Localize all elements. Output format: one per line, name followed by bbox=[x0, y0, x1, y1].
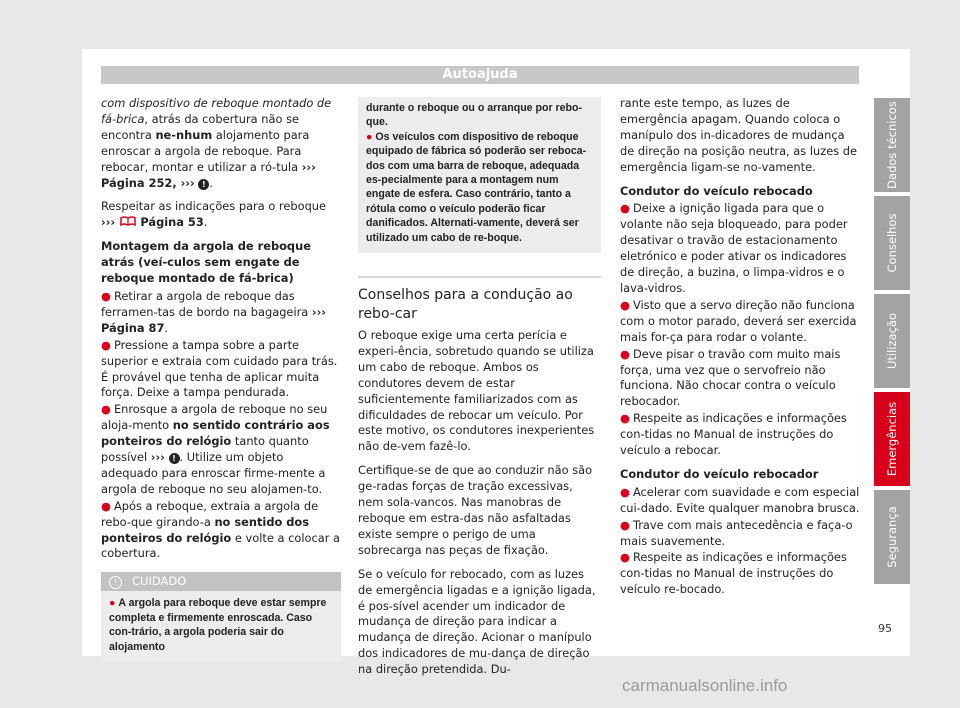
bullet-icon: ● bbox=[620, 201, 630, 216]
subheading-towed-driver: Condutor do veículo rebocado bbox=[620, 183, 813, 198]
warning-icon: ! bbox=[198, 179, 209, 190]
tab-label: Conselhos bbox=[885, 213, 899, 273]
respect-end: . bbox=[203, 215, 208, 230]
bullet-icon: ● bbox=[101, 498, 111, 513]
bullet-icon: ● bbox=[366, 130, 373, 143]
paragraph-intro bbox=[101, 96, 341, 191]
intro-end: . bbox=[209, 175, 213, 190]
bullet-item bbox=[101, 499, 341, 563]
warning-icon: ! bbox=[169, 453, 180, 464]
chapter-tabs bbox=[874, 98, 910, 588]
caution-label: CUIDADO bbox=[132, 574, 187, 589]
page-ref-53[interactable]: Página 53 bbox=[140, 215, 204, 230]
page-ref-link[interactable]: ››› Página 252, ››› bbox=[101, 159, 316, 190]
intro-italic: com dispositivo de reboque montado de fá-brica bbox=[101, 96, 332, 126]
tab-label: Segurança bbox=[885, 506, 899, 568]
caution-box bbox=[101, 572, 341, 661]
page-header: Autoajuda bbox=[101, 66, 859, 84]
bullet-icon: ● bbox=[620, 550, 630, 565]
column-3 bbox=[620, 96, 860, 599]
list-item-text: Deixe a ignição ligada para que o volante não seja bloqueado, para poder desativar o travão de estacionamento eletrónico e poder ativar os indicadores de direção, a buzina, o limpa-vidros e o lava-vidros. bbox=[620, 201, 848, 295]
caution-body bbox=[101, 591, 341, 661]
caution-header bbox=[101, 572, 341, 591]
list-item-text: Trave com mais antecedência e faça-o mais suavemente. bbox=[620, 517, 853, 548]
bullet-icon: ● bbox=[101, 288, 111, 303]
tab-label: Emergências bbox=[885, 401, 899, 477]
paragraph: Certifique-se de que ao conduzir não são ge-radas forças de tração excessivas, nem sola-vancos. Nas manobras de reboque em estra-das não asfaltadas existe sempre o perigo de uma sobrecarga nas peças de fixação. bbox=[358, 463, 593, 557]
bullet-item bbox=[101, 338, 341, 402]
tab-dados-tecnicos[interactable] bbox=[874, 98, 910, 192]
paragraph: Se o veículo for rebocado, com as luzes de emergência ligadas e a ignição ligada, é pos-sível acender um indicador de mudança de direção para indicar a mudança de direção. Acionar o manípulo dos indicadores de mu-dança de direção na direção pretendida. Du- bbox=[358, 566, 596, 677]
b3-text-c: . Utilize um objeto adequado para enroscar firme-mente a argola de reboque no seu alojamen-to. bbox=[101, 450, 326, 496]
tab-label: Utilização bbox=[885, 312, 899, 370]
list-item bbox=[620, 298, 860, 346]
towed-driver-list bbox=[620, 201, 860, 459]
b3-text-b: tanto quanto possível bbox=[101, 434, 309, 465]
book-icon bbox=[119, 215, 137, 227]
list-item-text: Deve pisar o travão com muito mais força, uma vez que o servofreio não funciona. Não chocar contra o veículo rebocador. bbox=[620, 346, 841, 409]
warning-icon: ! bbox=[109, 576, 122, 589]
tab-utilizacao[interactable] bbox=[874, 294, 910, 388]
paragraph: O reboque exige uma certa perícia e experi-ência, sobretudo quando se utiliza um cabo de reboque. Ambos os condutores devem de estar suficientemente familiarizados com as dificuldades de rebocar um veículo. Por este motivo, os condutores inexperientes não de-vem fazê-lo. bbox=[358, 328, 595, 454]
subheading-towing-driver: Condutor do veículo rebocador bbox=[620, 466, 819, 481]
page-ref-87[interactable]: ››› Página 87 bbox=[101, 304, 326, 335]
caution-continued-bullet bbox=[366, 130, 593, 245]
caution-bullet-text: Os veículos com dispositivo de reboque equipado de fábrica só poderão ser reboca-dos com uma barra de reboque, adequada es-pecialmente para a montagem num engate de esfera. Caso contrário, tanto a rótula como o veículo poderão ficar danificados. Alternati-vamente, deverá ser utilizado um cabo de re-boque. bbox=[366, 130, 587, 244]
list-item bbox=[620, 347, 860, 411]
bullet-item bbox=[101, 402, 341, 497]
b3-bold: no sentido contrário aos ponteiros do relógio bbox=[101, 418, 330, 449]
tab-label: Dados técnicos bbox=[885, 101, 899, 189]
tab-conselhos[interactable] bbox=[874, 196, 910, 290]
column-2 bbox=[358, 328, 601, 686]
b4-text-b: e volte a colocar a cobertura. bbox=[101, 530, 340, 561]
watermark: carmanualsonline.info bbox=[622, 676, 788, 695]
b1-text: Retirar a argola de reboque das ferramen-tas de bordo na bagageira bbox=[101, 288, 312, 319]
list-item-text: Acelerar com suavidade e com especial cui-dado. Evite qualquer manobra brusca. bbox=[620, 484, 860, 515]
b1-end: . bbox=[164, 320, 169, 335]
bullet-icon: ● bbox=[620, 484, 630, 499]
list-item-text: Respeite as indicações e informações con-tidas no Manual de instruções do veículo re-bocado. bbox=[620, 550, 847, 597]
list-item bbox=[620, 550, 860, 598]
towing-driver-list bbox=[620, 485, 860, 598]
respect-text: Respeitar as indicações para o reboque bbox=[101, 199, 327, 214]
list-item bbox=[620, 411, 860, 459]
list-item-text: Respeite as indicações e informações con-tidas no Manual de instruções do veículo a rebocar. bbox=[620, 411, 847, 458]
b4-bold: no sentido dos ponteiros do relógio bbox=[101, 514, 310, 545]
caution-continued-text: durante o reboque ou o arranque por rebo-que. bbox=[366, 102, 583, 129]
bullet-icon: ● bbox=[620, 411, 630, 426]
list-item-text: Visto que a servo direção não funciona com o motor parado, deverá ser exercida mais for-ça para rodar o volante. bbox=[620, 297, 857, 344]
list-item bbox=[620, 201, 860, 296]
intro-text-a: , atrás da cobertura não se encontra bbox=[101, 111, 300, 142]
caution-continuation-box bbox=[358, 97, 601, 253]
bullet-icon: ● bbox=[620, 297, 630, 312]
b3-text-a: Enrosque a argola de reboque no seu aloja-mento bbox=[101, 402, 328, 433]
paragraph-respect bbox=[101, 199, 341, 231]
paragraph: rante este tempo, as luzes de emergência apagam. Quando coloca o manípulo dos in-dicadores de mudança de direção na posição neutra, as luzes de emergência ligam-se no-vamente. bbox=[620, 96, 857, 174]
caution-text: A argola para reboque deve estar sempre completa e firmemente enroscada. Caso con-trário, a argola poderia sair do alojamento bbox=[109, 597, 327, 653]
page-number: 95 bbox=[878, 622, 892, 635]
tab-emergencias[interactable] bbox=[874, 392, 910, 486]
bullet-icon: ● bbox=[620, 346, 630, 361]
ref-arrows: ››› bbox=[101, 215, 116, 230]
column-1 bbox=[101, 96, 341, 661]
list-item bbox=[620, 518, 860, 550]
b3-ref[interactable]: ››› bbox=[150, 450, 165, 465]
b2-text: Pressione a tampa sobre a parte superior e extraia com cuidado para trás. É provável que tenha de aplicar muita força. Deixe a tampa pendurada. bbox=[101, 337, 338, 400]
intro-bold: ne-nhum bbox=[155, 127, 213, 142]
bullet-icon: ● bbox=[101, 402, 111, 417]
bullet-icon: ● bbox=[101, 337, 111, 352]
tab-seguranca[interactable] bbox=[874, 490, 910, 584]
b4-text-a: Após a reboque, extraia a argola de rebo-que girando-a bbox=[101, 498, 319, 529]
list-item bbox=[620, 485, 860, 517]
bullet-item bbox=[101, 289, 341, 337]
section-heading: Montagem da argola de reboque atrás (veí-culos sem engate de reboque montado de fá-brica) bbox=[101, 239, 311, 286]
bullet-icon: ● bbox=[620, 517, 630, 532]
section-title: Conselhos para a condução ao rebo-car bbox=[358, 276, 601, 324]
bullet-icon: ● bbox=[109, 597, 116, 610]
intro-text-b: alojamento para enroscar a argola de reboque. Para rebocar, montar e utilizar a ró-tula bbox=[101, 127, 310, 174]
